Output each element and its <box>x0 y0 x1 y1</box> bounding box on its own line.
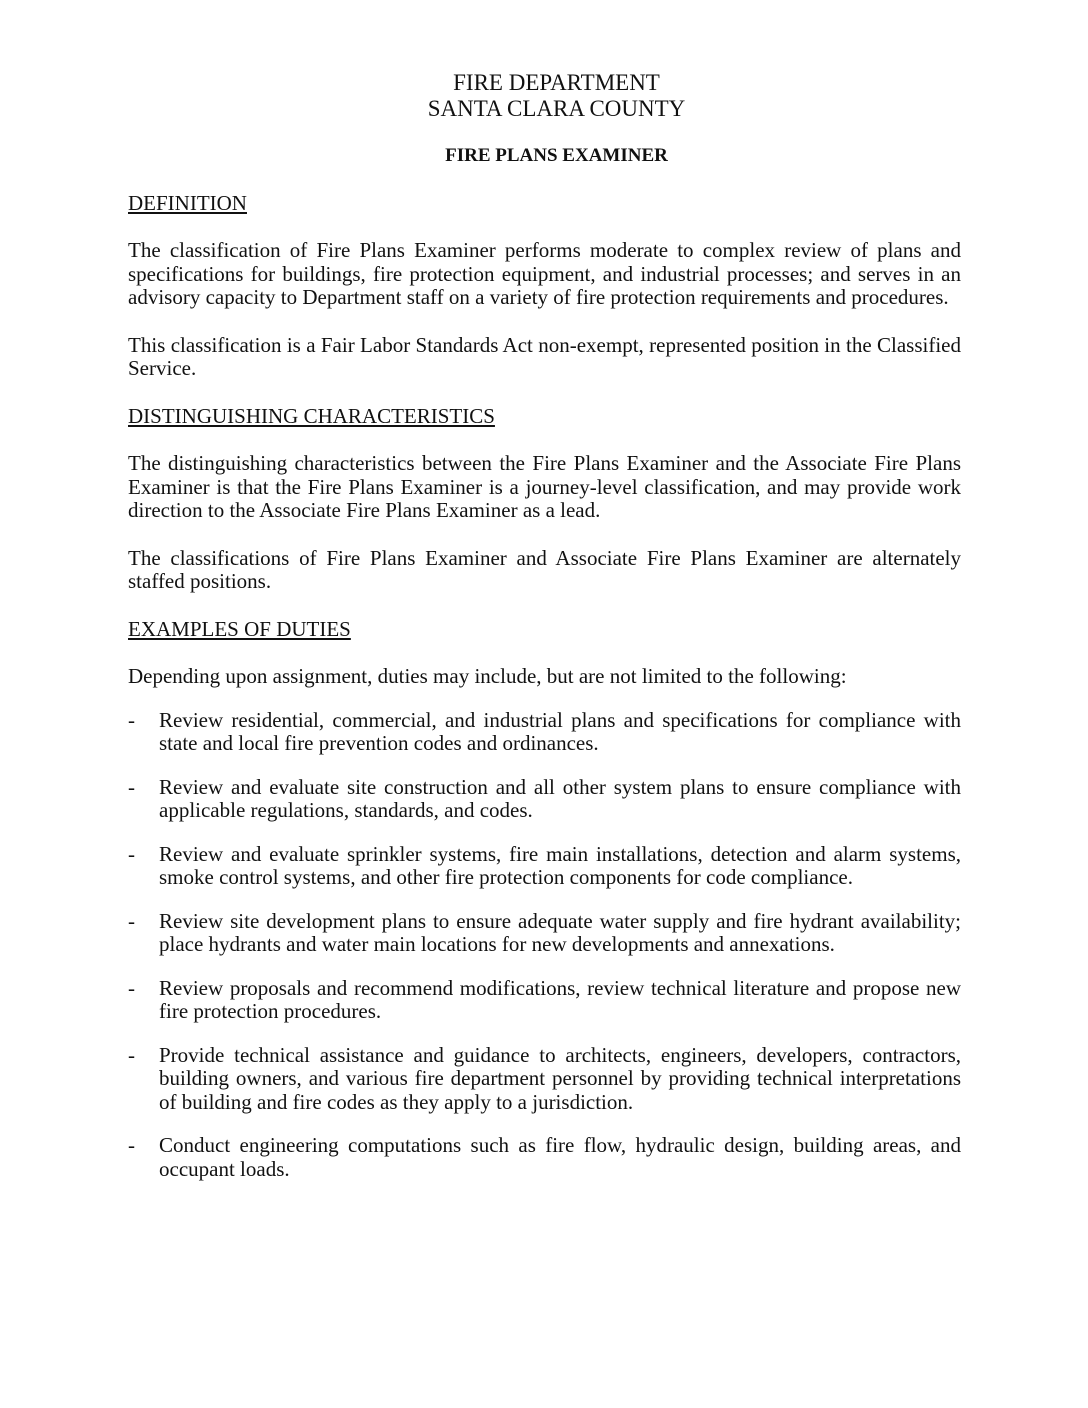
examples-heading: EXAMPLES OF DUTIES <box>128 616 351 641</box>
duty-text: Review proposals and recommend modifications, review technical literature and propose new fire protection procedures. <box>159 975 961 1023</box>
document-page <box>128 70 961 1181</box>
bullet-dash: - <box>128 707 135 732</box>
definition-paragraph: The classification of Fire Plans Examiner performs moderate to complex review of plans and specifications for buildings, fire protection equipment, and industrial processes; and serves in an advisory capacity to Department staff on a variety of fire protection requirements and procedures. <box>128 238 961 309</box>
bullet-dash: - <box>128 908 135 933</box>
duty-item <box>128 1044 961 1115</box>
distinguishing-paragraph: The distinguishing characteristics between the Fire Plans Examiner and the Associate Fire Plans Examiner is that the Fire Plans Examiner is a journey-level classification, and may provide work direction to the Associate Fire Plans Examiner as a lead. <box>128 451 961 522</box>
duties-list <box>128 709 961 1182</box>
duty-text: Review site development plans to ensure adequate water supply and fire hydrant availability; place hydrants and water main locations for new developments and annexations. <box>159 908 961 956</box>
document-header <box>152 70 961 122</box>
flsa-paragraph: This classification is a Fair Labor Standards Act non-exempt, represented position in the Classified Service. <box>128 332 961 380</box>
duty-text: Provide technical assistance and guidance to architects, engineers, developers, contractors, building owners, and various fire department personnel by providing technical interpretations of building and fire codes as they apply to a jurisdiction. <box>159 1042 961 1114</box>
duty-text: Review residential, commercial, and industrial plans and specifications for compliance with state and local fire prevention codes and ordinances. <box>159 707 961 755</box>
duty-text: Conduct engineering computations such as fire flow, hydraulic design, building areas, and occupant loads. <box>159 1133 961 1181</box>
staffing-paragraph: The classifications of Fire Plans Examiner and Associate Fire Plans Examiner are alternately staffed positions. <box>128 545 961 593</box>
bullet-dash: - <box>128 1133 135 1157</box>
job-title: FIRE PLANS EXAMINER <box>445 145 668 166</box>
duty-item <box>128 1134 961 1181</box>
duty-item <box>128 776 961 823</box>
bullet-dash: - <box>128 1042 135 1067</box>
duty-item <box>128 843 961 890</box>
county-name: SANTA CLARA COUNTY <box>427 96 686 121</box>
bullet-dash: - <box>128 975 135 1000</box>
duty-text: Review and evaluate sprinkler systems, fire main installations, detection and alarm systems, smoke control systems, and other fire protection components for code compliance. <box>159 841 961 889</box>
distinguishing-heading: DISTINGUISHING CHARACTERISTICS <box>128 403 495 428</box>
bullet-dash: - <box>128 774 135 799</box>
duty-item <box>128 910 961 957</box>
duty-item <box>128 709 961 756</box>
bullet-dash: - <box>128 841 135 866</box>
duties-intro: Depending upon assignment, duties may include, but are not limited to the following: <box>128 664 847 688</box>
duty-item <box>128 977 961 1024</box>
department-name: FIRE DEPARTMENT <box>453 70 660 95</box>
definition-heading: DEFINITION <box>128 190 247 215</box>
duty-text: Review and evaluate site construction and all other system plans to ensure compliance with applicable regulations, standards, and codes. <box>159 774 961 822</box>
